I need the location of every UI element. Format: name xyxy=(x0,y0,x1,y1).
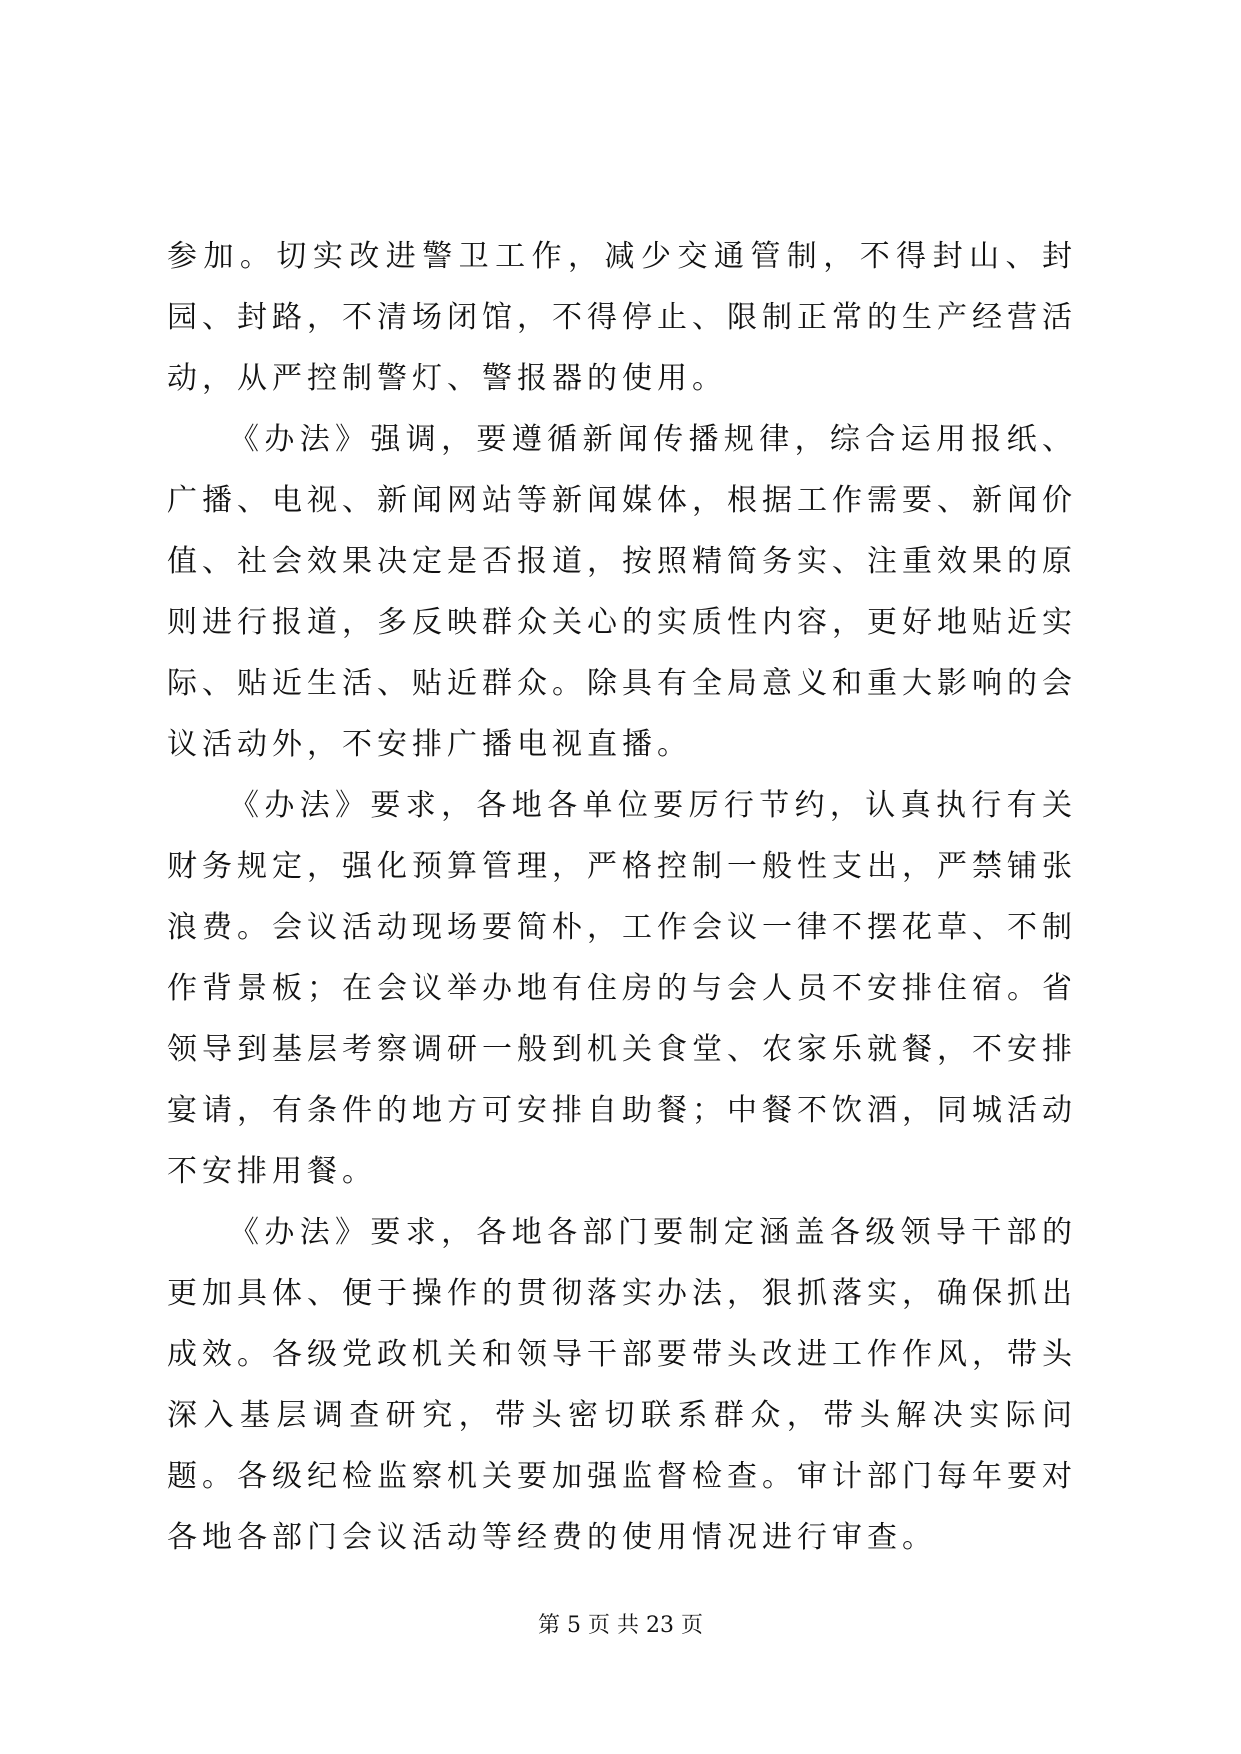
paragraph-2: 《办法》强调，要遵循新闻传播规律，综合运用报纸、广播、电视、新闻网站等新闻媒体，根据工作需要、新闻价值、社会效果决定是否报道，按照精简务实、注重效果的原则进行报道，多反映群众关心的实质性内容，更好地贴近实际、贴近生活、贴近群众。除具有全局意义和重大影响的会议活动外，不安排广播电视直播。 xyxy=(167,422,1077,762)
paragraph-1: 参加。切实改进警卫工作，减少交通管制，不得封山、封园、封路，不清场闭馆，不得停止、限制正常的生产经营活动，从严控制警灯、警报器的使用。 xyxy=(167,239,1077,396)
paragraph-4: 《办法》要求，各地各部门要制定涵盖各级领导干部的更加具体、便于操作的贯彻落实办法，狠抓落实，确保抓出成效。各级党政机关和领导干部要带头改进工作作风，带头深入基层调查研究，带头密切联系群众，带头解决实际问题。各级纪检监察机关要加强监督检查。审计部门每年要对各地各部门会议活动等经费的使用情况进行审查。 xyxy=(167,1215,1077,1555)
document-body xyxy=(167,226,1077,1568)
paragraph-3: 《办法》要求，各地各单位要厉行节约，认真执行有关财务规定，强化预算管理，严格控制一般性支出，严禁铺张浪费。会议活动现场要简朴，工作会议一律不摆花草、不制作背景板；在会议举办地有住房的与会人员不安排住宿。省领导到基层考察调研一般到机关食堂、农家乐就餐，不安排宴请，有条件的地方可安排自助餐；中餐不饮酒，同城活动不安排用餐。 xyxy=(167,788,1077,1189)
page-number: 第 5 页 共 23 页 xyxy=(538,1613,703,1638)
page-footer xyxy=(0,1612,1241,1640)
